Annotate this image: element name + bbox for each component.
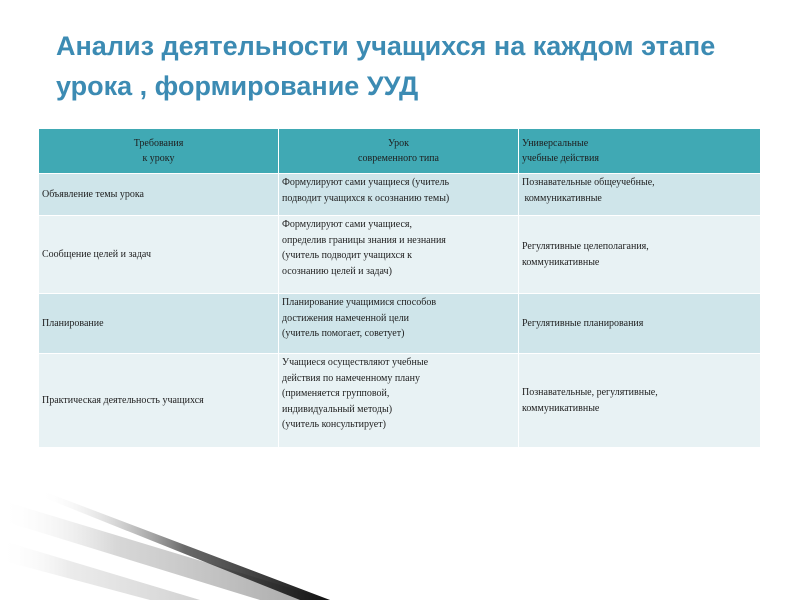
table-row <box>39 294 761 354</box>
table-row <box>39 354 761 448</box>
row-stage-cell: Объявление темы урока <box>39 174 279 216</box>
table-row <box>39 216 761 294</box>
row-lesson-cell: Формулируют сами учащиеся, определив границы знания и незнания (учитель подводит учащихся к осознанию целей и задач) <box>279 216 519 294</box>
row-lesson-cell: Планирование учащимися способов достижения намеченной цели (учитель помогает, советует) <box>279 294 519 354</box>
row-uud-cell: Регулятивные целеполагания, коммуникативные <box>519 216 761 294</box>
table-header-row <box>39 129 761 174</box>
header-universal-actions: Универсальные учебные действия <box>519 129 761 174</box>
row-uud-cell: Познавательные общеучебные, коммуникативные <box>519 174 761 216</box>
slide-decoration-swoosh <box>0 480 800 600</box>
row-lesson-cell: Формулируют сами учащиеся (учитель подводит учащихся к осознанию темы) <box>279 174 519 216</box>
row-uud-cell: Познавательные, регулятивные, коммуникативные <box>519 354 761 448</box>
row-uud-cell: Регулятивные планирования <box>519 294 761 354</box>
row-stage-cell: Практическая деятельность учащихся <box>39 354 279 448</box>
header-requirements: Требования к уроку <box>39 129 279 174</box>
row-lesson-cell: Учащиеся осуществляют учебные действия по намеченному плану (применяется групповой, индивидуальный методы) (учитель консультирует) <box>279 354 519 448</box>
slide-title: Анализ деятельности учащихся на каждом этапе урока , формирование УУД <box>56 31 716 101</box>
table-row <box>39 174 761 216</box>
row-stage-cell: Сообщение целей и задач <box>39 216 279 294</box>
lesson-analysis-table <box>38 128 761 448</box>
row-stage-cell: Планирование <box>39 294 279 354</box>
header-modern-lesson: Урок современного типа <box>279 129 519 174</box>
